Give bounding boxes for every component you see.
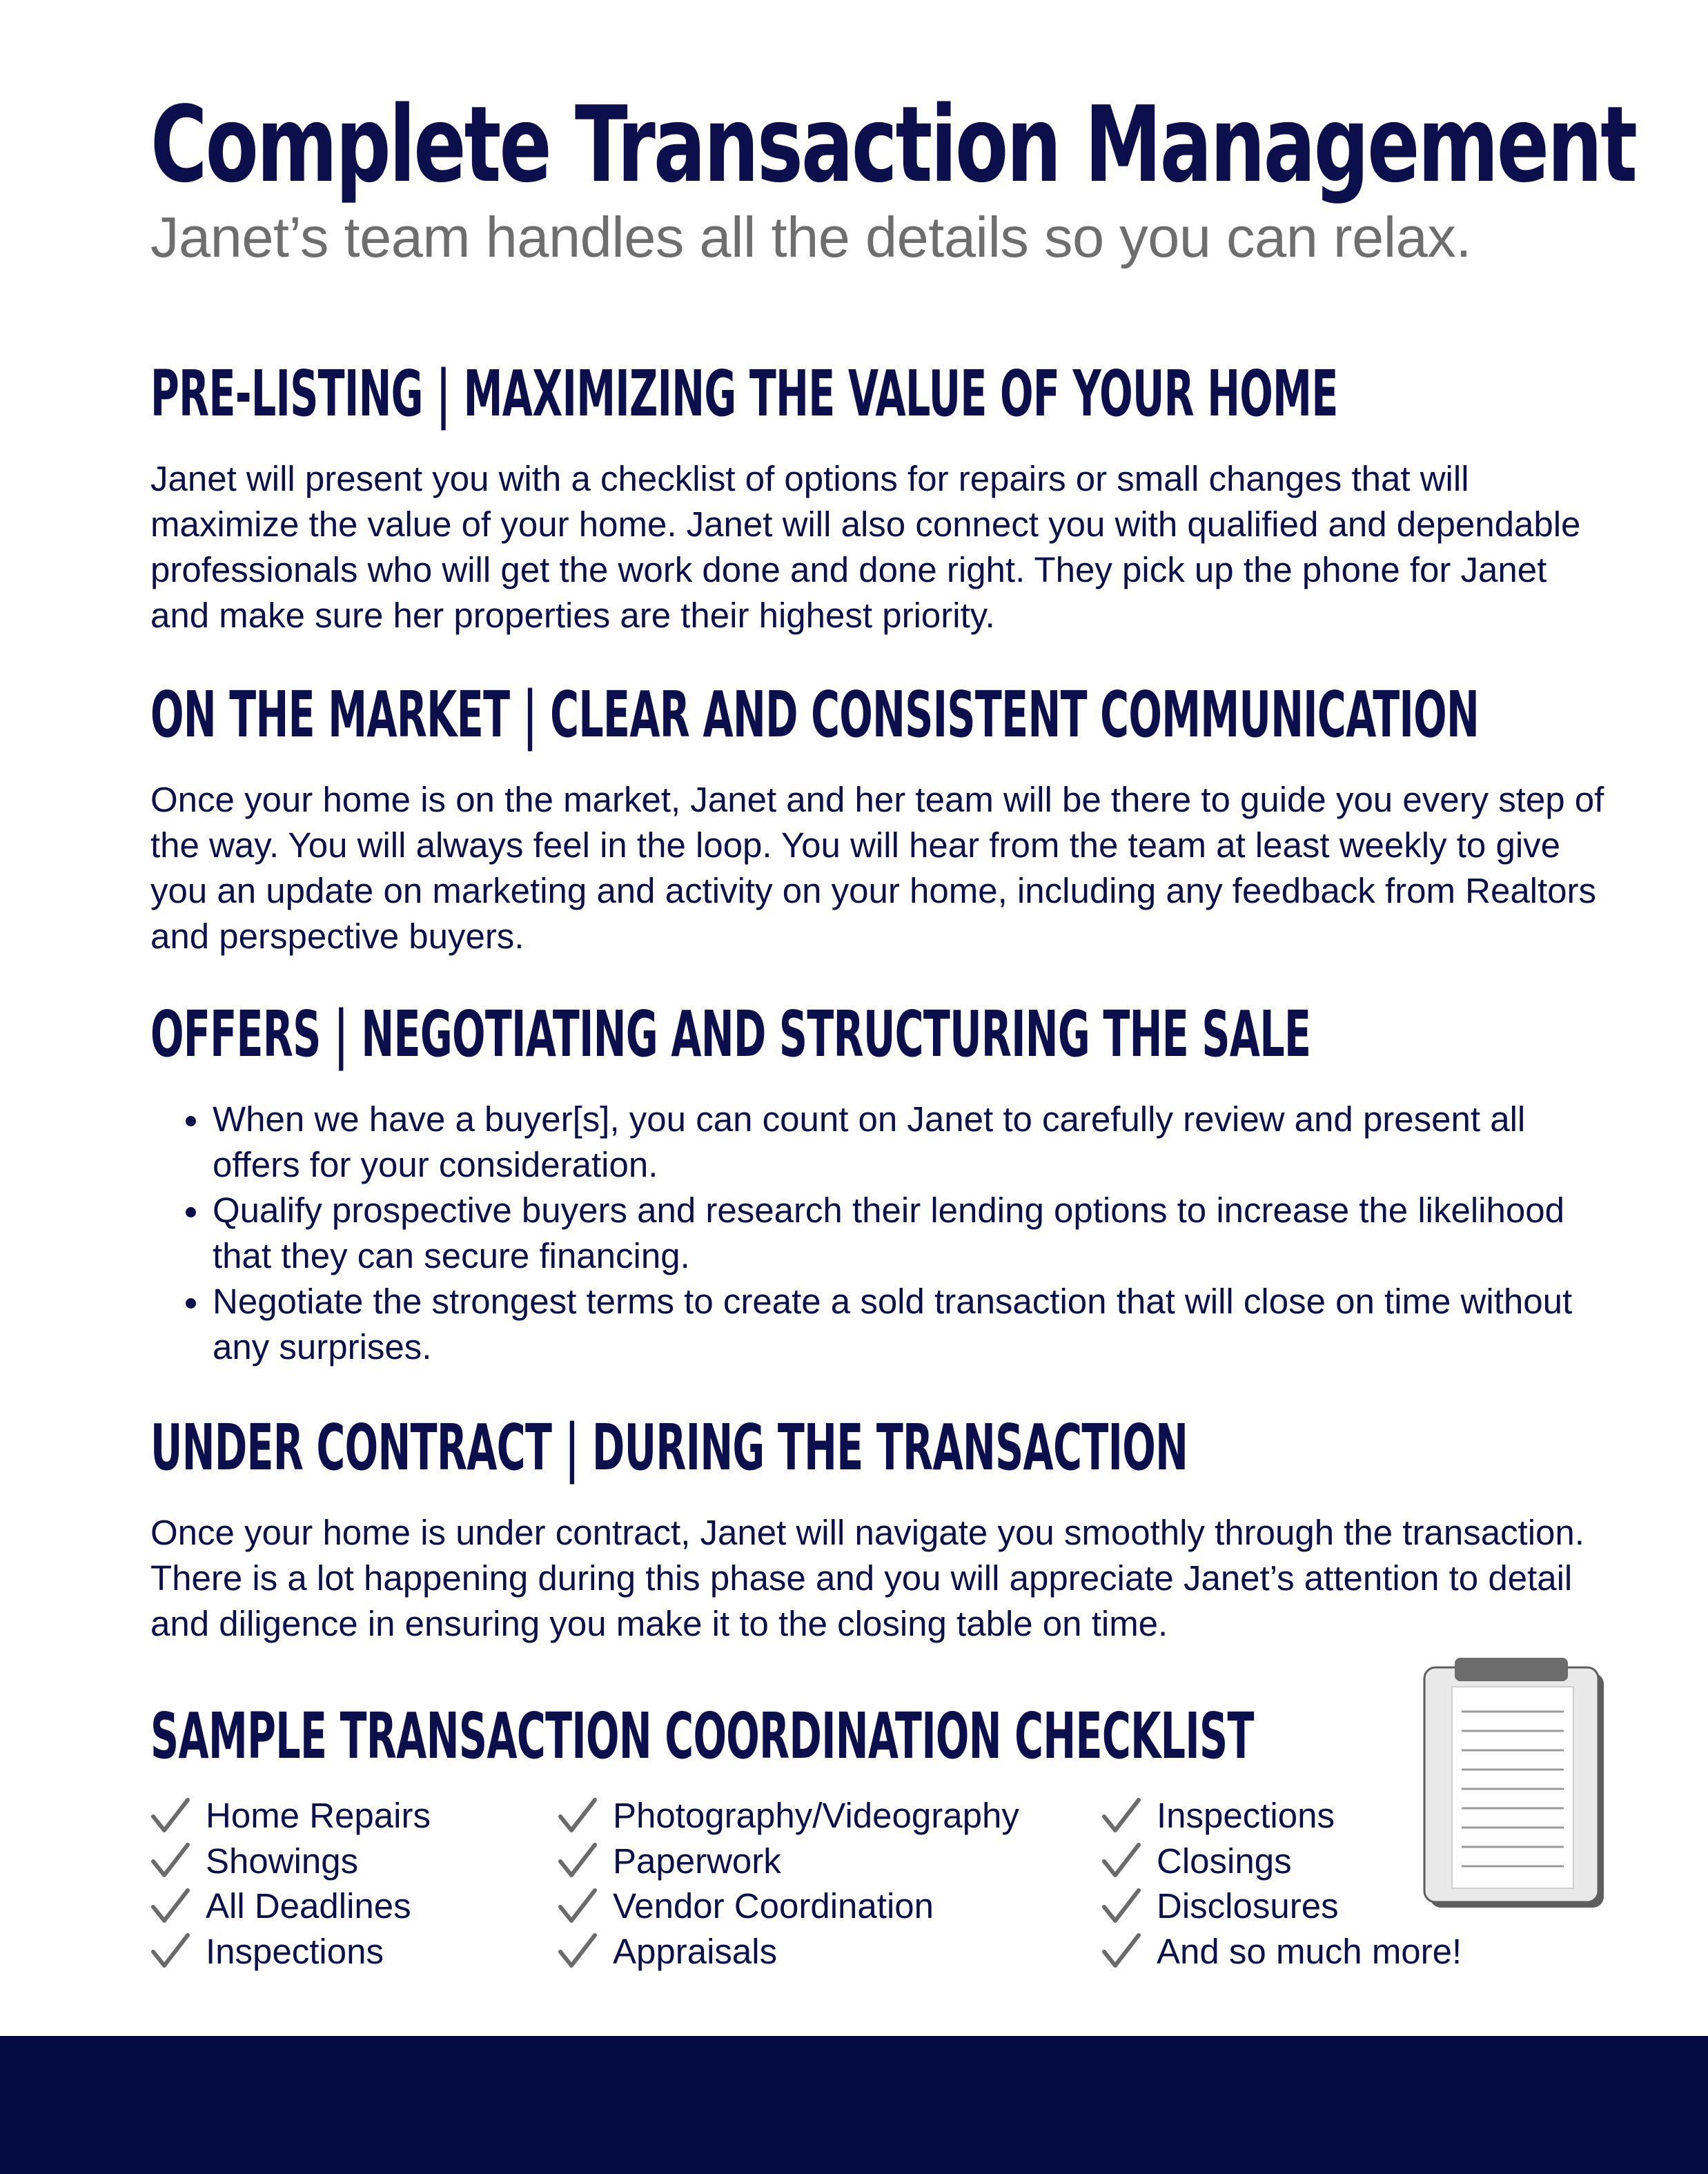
page-title: Complete Transaction Management: [150, 84, 1636, 206]
section-heading: ON THE MARKET | CLEAR AND CONSISTENT COMMUNICATION: [150, 678, 1480, 752]
section-under-contract: [150, 1411, 1613, 1647]
checkmark-icon: [558, 1841, 598, 1881]
checklist-label: Vendor Coordination: [613, 1886, 934, 1926]
checkmark-icon: [150, 1931, 190, 1971]
checklist-column: [558, 1793, 1019, 1974]
checklist-column: [1101, 1793, 1462, 1974]
footer-band: [0, 2036, 1708, 2174]
section-body: Janet will present you with a checklist of options for repairs or small changes that will maximize the value of your home. Janet will also connect you with qualified and dependable professionals who will get the work done and done right. They pick up the phone for Janet and make sure her properties are their highest priority.: [150, 459, 1581, 635]
checklist-label: Photography/Videography: [613, 1796, 1019, 1836]
transaction-checklist: [150, 1793, 1531, 1986]
checkmark-icon: [150, 1796, 190, 1836]
checklist-item: [558, 1839, 1019, 1884]
checkmark-icon: [150, 1841, 190, 1881]
checklist-item: [1101, 1793, 1462, 1839]
checkmark-icon: [558, 1796, 598, 1836]
checklist-item: [150, 1929, 431, 1975]
section-checklist: [150, 1699, 1613, 1773]
checkmark-icon: [150, 1886, 190, 1926]
checklist-item: [558, 1793, 1019, 1839]
checklist-item: [150, 1839, 431, 1884]
section-body: Once your home is under contract, Janet will navigate you smoothly through the transaction. There is a lot happening during this phase and you will appreciate Janet’s attention to detail and diligence in ensuring you make it to the closing table on time.: [150, 1513, 1584, 1643]
section-heading: SAMPLE TRANSACTION COORDINATION CHECKLIST: [150, 1699, 1254, 1773]
checkmark-icon: [1101, 1796, 1141, 1836]
checklist-item: [558, 1883, 1019, 1929]
checkmark-icon: [1101, 1886, 1141, 1926]
checklist-label: Appraisals: [613, 1931, 778, 1971]
section-heading: OFFERS | NEGOTIATING AND STRUCTURING THE SALE: [150, 997, 1311, 1071]
bullet-item: • When we have a buyer[s], you can count on Janet to carefully review and present all offers for your consideration.: [211, 1097, 1613, 1188]
page-subtitle: Janet’s team handles all the details so you can relax.: [150, 204, 1471, 269]
checklist-label: Inspections: [206, 1931, 384, 1971]
bullet-item: • Negotiate the strongest terms to create a sold transaction that will close on time without any surprises.: [211, 1279, 1613, 1370]
offers-bullet-list: [150, 1097, 1613, 1370]
checklist-item: [150, 1883, 431, 1929]
checkmark-icon: [1101, 1841, 1141, 1881]
bullet-item: • Qualify prospective buyers and research their lending options to increase the likelihood that they can secure financing.: [211, 1188, 1613, 1279]
checkmark-icon: [1101, 1931, 1141, 1971]
clipboard-icon: [1422, 1656, 1608, 1912]
checkmark-icon: [558, 1886, 598, 1926]
section-body: Once your home is on the market, Janet and her team will be there to guide you every step of the way. You will always feel in the loop. You will hear from the team at least weekly to give you an update on marketing and activity on your home, including any feedback from Realtors and perspective buyers.: [150, 780, 1604, 956]
section-heading: UNDER CONTRACT | DURING THE TRANSACTION: [150, 1411, 1188, 1485]
checklist-label: Disclosures: [1157, 1886, 1339, 1926]
checklist-label: Home Repairs: [206, 1796, 431, 1836]
checklist-item: [1101, 1929, 1462, 1975]
checklist-label: All Deadlines: [206, 1886, 411, 1926]
checklist-label: Closings: [1157, 1841, 1292, 1881]
section-on-the-market: [150, 678, 1613, 959]
checklist-item: [558, 1929, 1019, 1975]
checklist-label: Paperwork: [613, 1841, 781, 1881]
section-offers: [150, 997, 1613, 1370]
checklist-item: [1101, 1883, 1462, 1929]
checklist-column: [150, 1793, 431, 1974]
checklist-label: And so much more!: [1157, 1931, 1462, 1971]
checklist-item: [150, 1793, 431, 1839]
checklist-label: Showings: [206, 1841, 359, 1881]
checklist-item: [1101, 1839, 1462, 1884]
checkmark-icon: [558, 1931, 598, 1971]
checklist-label: Inspections: [1157, 1796, 1335, 1836]
page-header: [150, 84, 1636, 271]
section-heading: PRE-LISTING | MAXIMIZING THE VALUE OF YOUR HOME: [150, 357, 1338, 431]
section-pre-listing: [150, 357, 1613, 638]
